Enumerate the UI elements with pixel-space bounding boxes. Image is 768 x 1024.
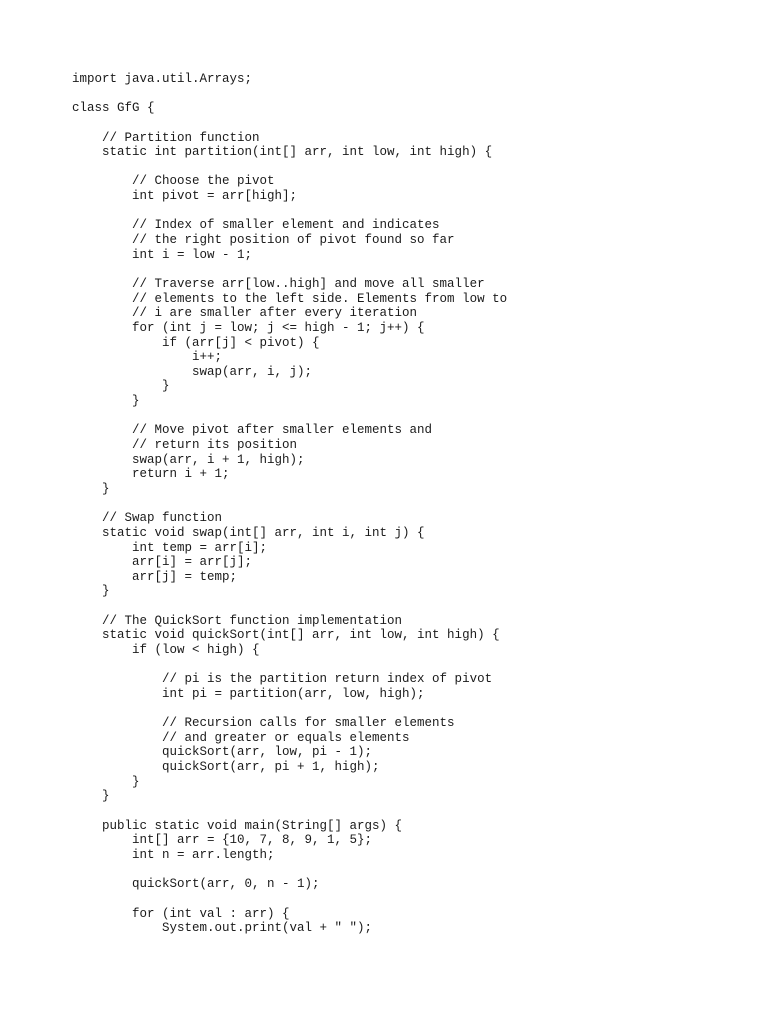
code-line: int[] arr = {10, 7, 8, 9, 1, 5}; bbox=[72, 833, 373, 848]
code-line: System.out.print(val + " "); bbox=[72, 921, 373, 936]
code-line: return i + 1; bbox=[72, 467, 230, 482]
code-line: // Index of smaller element and indicates bbox=[72, 218, 440, 233]
code-line: // Choose the pivot bbox=[72, 174, 275, 189]
code-line: } bbox=[72, 394, 140, 409]
code-line bbox=[72, 892, 507, 907]
code-line: // pi is the partition return index of pivot bbox=[72, 672, 493, 687]
code-line: static int partition(int[] arr, int low, int high) { bbox=[72, 145, 493, 160]
code-line: // Move pivot after smaller elements and bbox=[72, 423, 433, 438]
code-line bbox=[72, 804, 507, 819]
code-line: swap(arr, i, j); bbox=[72, 364, 313, 379]
code-line: for (int val : arr) { bbox=[72, 906, 290, 921]
code-line: // Recursion calls for smaller elements bbox=[72, 716, 455, 731]
code-line: public static void main(String[] args) { bbox=[72, 818, 403, 833]
code-line: quickSort(arr, low, pi - 1); bbox=[72, 745, 373, 760]
code-line: quickSort(arr, pi + 1, high); bbox=[72, 760, 380, 775]
code-line: if (low < high) { bbox=[72, 642, 260, 657]
code-line bbox=[72, 658, 507, 673]
code-line: // Traverse arr[low..high] and move all smaller bbox=[72, 276, 485, 291]
code-line: // elements to the left side. Elements from low to bbox=[72, 291, 508, 306]
code-line: // The QuickSort function implementation bbox=[72, 613, 403, 628]
code-line: for (int j = low; j <= high - 1; j++) { bbox=[72, 320, 425, 335]
code-line: int temp = arr[i]; bbox=[72, 540, 268, 555]
code-line: // the right position of pivot found so far bbox=[72, 233, 455, 248]
code-line: static void quickSort(int[] arr, int low, int high) { bbox=[72, 628, 500, 643]
code-line: int pivot = arr[high]; bbox=[72, 189, 298, 204]
code-line: import java.util.Arrays; bbox=[72, 72, 253, 86]
code-line bbox=[72, 409, 507, 424]
code-line: arr[i] = arr[j]; bbox=[72, 555, 253, 570]
code-line: int pi = partition(arr, low, high); bbox=[72, 686, 425, 701]
code-line: } bbox=[72, 584, 110, 599]
code-line: arr[j] = temp; bbox=[72, 569, 238, 584]
code-line: swap(arr, i + 1, high); bbox=[72, 452, 305, 467]
code-line: i++; bbox=[72, 350, 223, 365]
code-line: if (arr[j] < pivot) { bbox=[72, 335, 320, 350]
code-line: // Partition function bbox=[72, 130, 260, 145]
code-line: class GfG { bbox=[72, 101, 155, 116]
code-line: int i = low - 1; bbox=[72, 247, 253, 262]
code-line bbox=[72, 87, 507, 102]
code-line: // i are smaller after every iteration bbox=[72, 306, 418, 321]
code-line: } bbox=[72, 789, 110, 804]
code-line: static void swap(int[] arr, int i, int j) { bbox=[72, 525, 425, 540]
code-line bbox=[72, 599, 507, 614]
code-line: // return its position bbox=[72, 438, 298, 453]
code-line bbox=[72, 116, 507, 131]
code-line bbox=[72, 863, 507, 878]
code-listing bbox=[72, 72, 507, 936]
code-line bbox=[72, 204, 507, 219]
code-line bbox=[72, 160, 507, 175]
code-line: int n = arr.length; bbox=[72, 847, 275, 862]
code-line: } bbox=[72, 774, 140, 789]
code-line: // and greater or equals elements bbox=[72, 730, 410, 745]
code-line bbox=[72, 497, 507, 512]
code-line: } bbox=[72, 481, 110, 496]
code-line bbox=[72, 262, 507, 277]
code-line: } bbox=[72, 379, 170, 394]
code-line: quickSort(arr, 0, n - 1); bbox=[72, 877, 320, 892]
code-line: // Swap function bbox=[72, 511, 223, 526]
code-line bbox=[72, 702, 507, 717]
